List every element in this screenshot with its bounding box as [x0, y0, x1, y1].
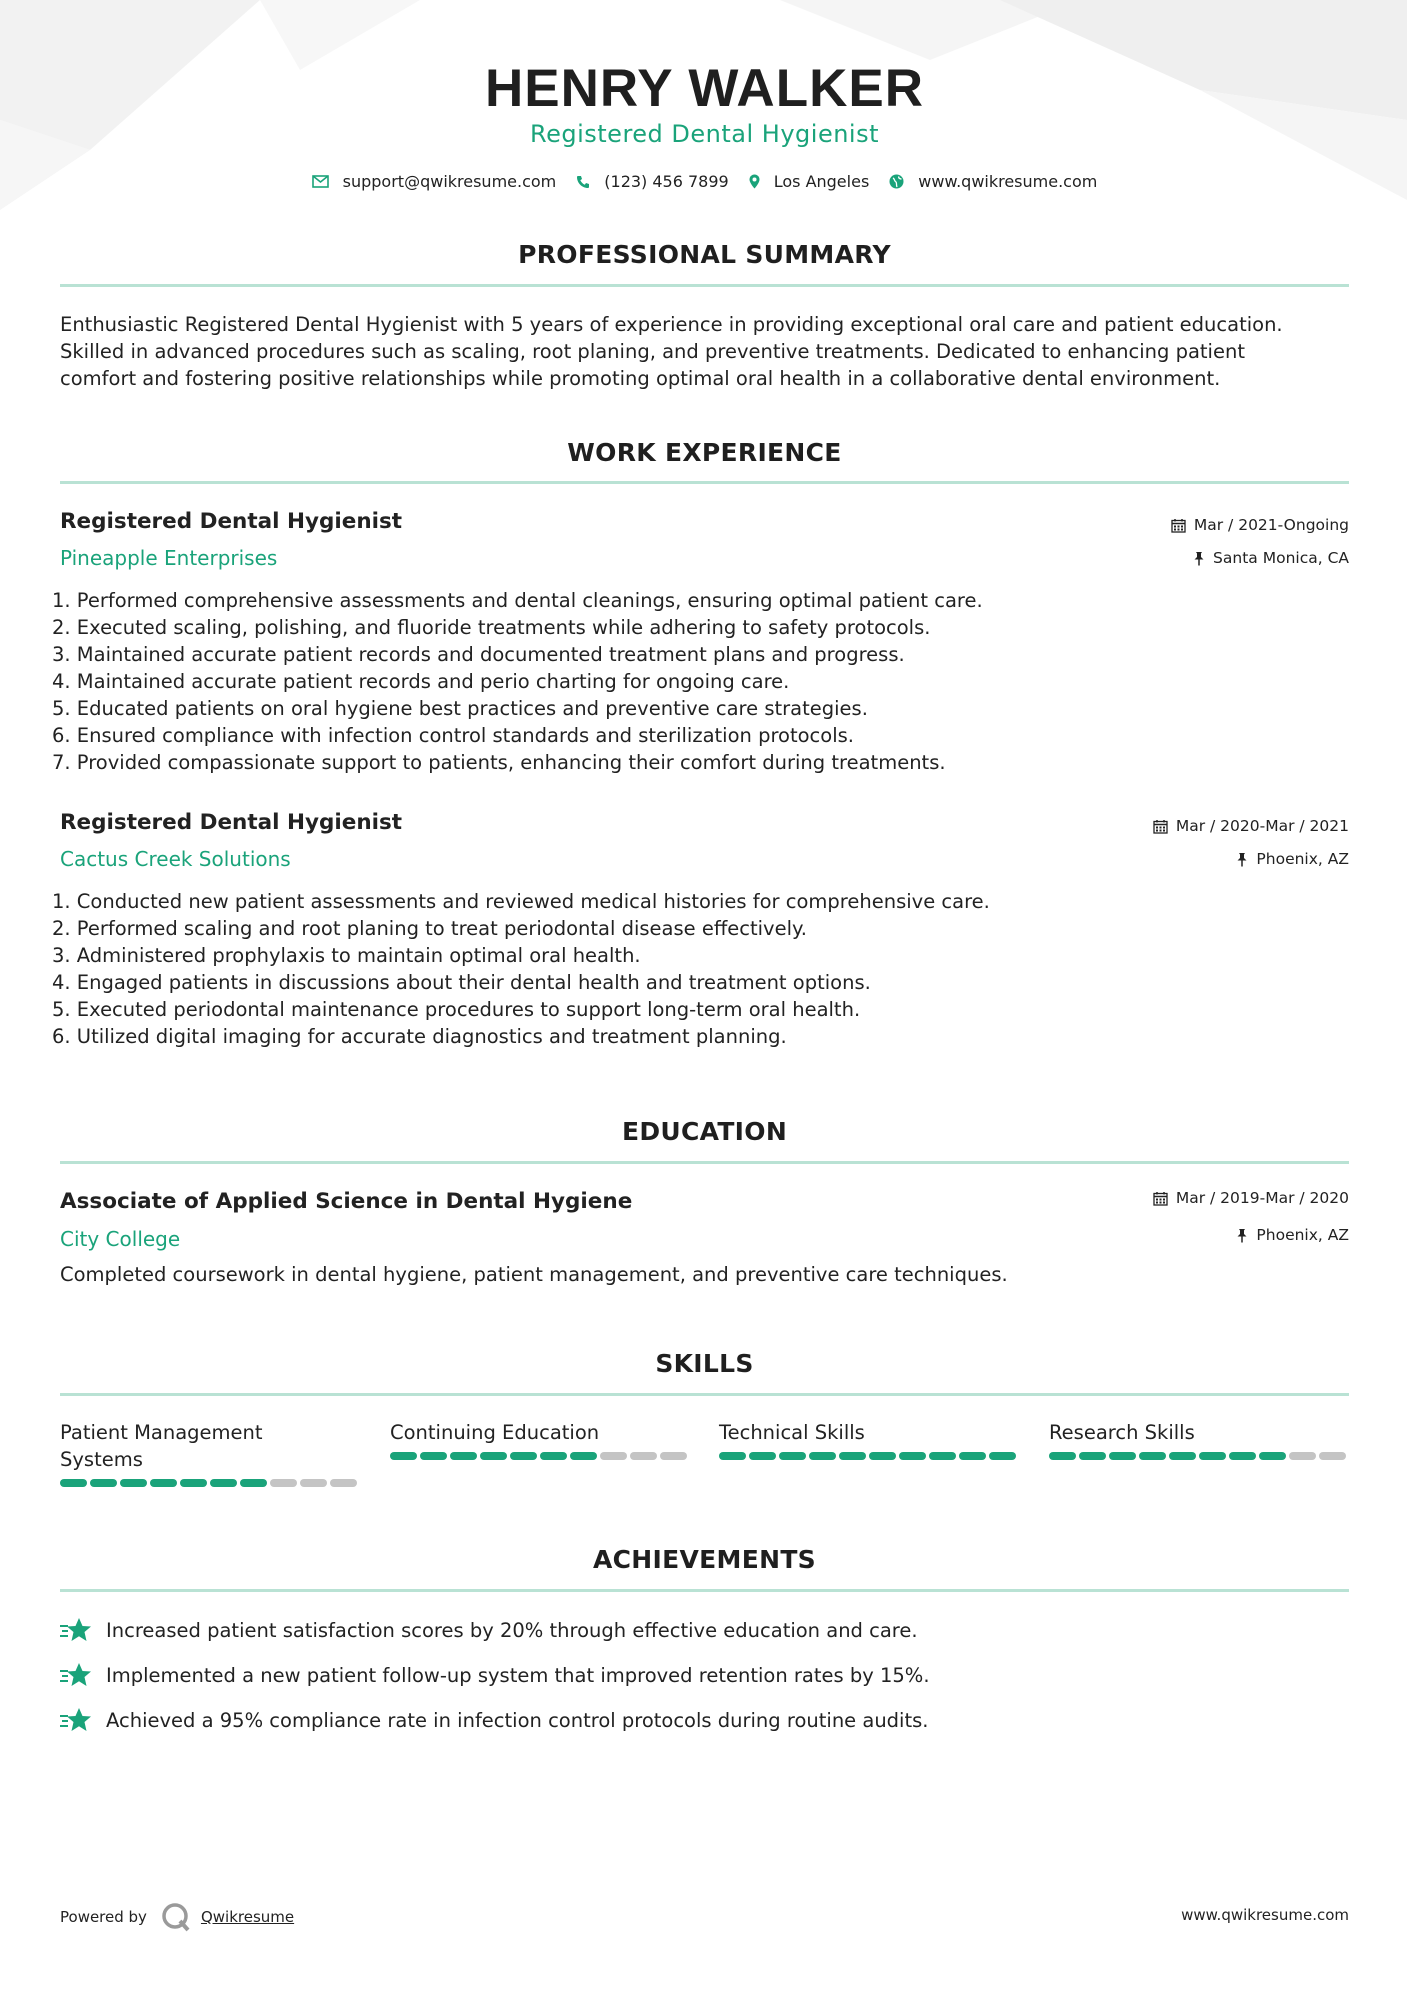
star-badge-icon: [60, 1662, 92, 1688]
skill-segment-filled: [809, 1452, 836, 1460]
job-bullet: 2. Executed scaling, polishing, and fluoride treatments while adhering to safety protocols.: [52, 616, 931, 639]
section-divider: [60, 481, 1349, 484]
education-location: [1236, 1226, 1349, 1244]
skill-segment-filled: [1229, 1452, 1256, 1460]
pushpin-icon: [1236, 852, 1248, 867]
section-divider: [60, 1161, 1349, 1164]
job-bullet: 1. Performed comprehensive assessments and dental cleanings, ensuring optimal patient care.: [52, 589, 983, 612]
skill-segment-filled: [90, 1479, 117, 1487]
contact-website-text: www.qwikresume.com: [918, 172, 1098, 191]
skill-segment-filled: [420, 1452, 447, 1460]
footer-powered-by: [60, 1902, 294, 1932]
contact-email[interactable]: [312, 172, 557, 191]
skill-segment-filled: [1259, 1452, 1286, 1460]
skill-segment-filled: [779, 1452, 806, 1460]
job-location: [1236, 850, 1349, 868]
calendar-icon: [1153, 1191, 1168, 1206]
skill-segment-filled: [1139, 1452, 1166, 1460]
summary-line: comfort and fostering positive relationships while promoting optimal oral health in a collaborative dental environment.: [60, 367, 1221, 390]
skill-segment-filled: [510, 1452, 537, 1460]
skill-segment-empty: [300, 1479, 327, 1487]
contact-phone[interactable]: [576, 172, 728, 191]
contact-location: [749, 172, 870, 191]
contact-website[interactable]: [889, 172, 1097, 191]
section-title-education: EDUCATION: [621, 1117, 788, 1146]
star-badge-icon: [60, 1617, 92, 1643]
qwikresume-logo-icon: [161, 1902, 191, 1932]
job-bullets: [52, 888, 1341, 1050]
job-bullet: 1. Conducted new patient assessments and reviewed medical histories for comprehensive care.: [52, 890, 990, 913]
summary-line: Enthusiastic Registered Dental Hygienist with 5 years of experience in providing exceptional oral care and patient education.: [60, 313, 1283, 336]
envelope-icon: [312, 175, 329, 188]
contact-bar: [60, 172, 1349, 191]
skill-label: Continuing Education: [390, 1421, 600, 1444]
skill-level-bar: [60, 1479, 360, 1487]
skill-segment-filled: [1199, 1452, 1226, 1460]
skill-label: Research Skills: [1049, 1421, 1195, 1444]
skill-segment-empty: [630, 1452, 657, 1460]
skill-segment-filled: [540, 1452, 567, 1460]
section-divider: [60, 1393, 1349, 1396]
skill-level-bar: [719, 1452, 1019, 1460]
section-divider: [60, 1589, 1349, 1592]
phone-icon: [576, 175, 590, 189]
skill-segment-filled: [120, 1479, 147, 1487]
job-bullet: 4. Maintained accurate patient records and perio charting for ongoing care.: [52, 670, 790, 693]
job-location-text: Santa Monica, CA: [1213, 549, 1349, 567]
skill-segment-empty: [1289, 1452, 1316, 1460]
education-dates: [1153, 1189, 1349, 1207]
job-company: Pineapple Enterprises: [60, 546, 278, 570]
job-title: Registered Dental Hygienist: [60, 810, 403, 835]
achievement-item: [60, 1707, 928, 1733]
skill-item: [719, 1419, 1019, 1460]
job-bullet: 4. Engaged patients in discussions about their dental health and treatment options.: [52, 971, 871, 994]
skill-item: [60, 1419, 360, 1487]
skill-segment-filled: [929, 1452, 956, 1460]
job-bullet: 3. Administered prophylaxis to maintain optimal oral health.: [52, 944, 641, 967]
section-divider: [60, 284, 1349, 287]
job-bullet: 6. Ensured compliance with infection control standards and sterilization protocols.: [52, 724, 854, 747]
summary-line: Skilled in advanced procedures such as scaling, root planing, and preventive treatments. Dedicated to enhancing patient: [60, 340, 1245, 363]
skill-segment-filled: [1109, 1452, 1136, 1460]
candidate-role: Registered Dental Hygienist: [530, 120, 879, 148]
candidate-name: HENRY WALKER: [485, 59, 924, 118]
job-dates: [1171, 516, 1349, 534]
job-dates-text: Mar / 2021-Ongoing: [1193, 516, 1349, 534]
pushpin-icon: [1236, 1228, 1248, 1243]
skill-segment-empty: [1319, 1452, 1346, 1460]
pushpin-icon: [1193, 551, 1205, 566]
job-bullet: 5. Educated patients on oral hygiene best practices and preventive care strategies.: [52, 697, 868, 720]
skill-segment-filled: [839, 1452, 866, 1460]
skill-segment-empty: [330, 1479, 357, 1487]
skill-segment-filled: [989, 1452, 1016, 1460]
job-title: Registered Dental Hygienist: [60, 509, 403, 534]
summary-text: [60, 311, 1349, 392]
skill-level-bar: [390, 1452, 690, 1460]
skill-item: [390, 1419, 690, 1460]
skill-label: Systems: [60, 1448, 143, 1471]
star-badge-icon: [60, 1707, 92, 1733]
skill-segment-filled: [869, 1452, 896, 1460]
footer-website[interactable]: www.qwikresume.com: [1181, 1906, 1349, 1924]
globe-icon: [889, 174, 904, 189]
job-dates-text: Mar / 2020-Mar / 2021: [1175, 817, 1349, 835]
skill-item: [1049, 1419, 1349, 1460]
skill-segment-empty: [600, 1452, 627, 1460]
achievement-text: Achieved a 95% compliance rate in infection control protocols during routine audits.: [106, 1708, 929, 1732]
skill-label: Patient Management: [60, 1421, 263, 1444]
skill-segment-filled: [60, 1479, 87, 1487]
contact-location-text: Los Angeles: [773, 172, 870, 191]
skill-segment-filled: [959, 1452, 986, 1460]
skill-segment-filled: [210, 1479, 237, 1487]
job-location-text: Phoenix, AZ: [1256, 850, 1349, 868]
achievement-text: Implemented a new patient follow-up system that improved retention rates by 15%.: [106, 1663, 930, 1687]
section-title-experience: WORK EXPERIENCE: [567, 438, 842, 467]
skill-level-bar: [1049, 1452, 1349, 1460]
achievement-item: [60, 1617, 918, 1643]
skill-segment-filled: [240, 1479, 267, 1487]
section-title-skills: SKILLS: [655, 1349, 754, 1378]
education-degree: Associate of Applied Science in Dental Hygiene: [60, 1189, 633, 1214]
job-bullet: 7. Provided compassionate support to patients, enhancing their comfort during treatments.: [52, 751, 946, 774]
job-bullet: 6. Utilized digital imaging for accurate diagnostics and treatment planning.: [52, 1025, 787, 1048]
skill-segment-filled: [150, 1479, 177, 1487]
skill-segment-filled: [480, 1452, 507, 1460]
education-location-text: Phoenix, AZ: [1256, 1226, 1349, 1244]
job-bullet: 5. Executed periodontal maintenance procedures to support long-term oral health.: [52, 998, 861, 1021]
skill-segment-filled: [450, 1452, 477, 1460]
contact-phone-text: (123) 456 7899: [604, 172, 729, 191]
skill-segment-filled: [180, 1479, 207, 1487]
skill-segment-filled: [749, 1452, 776, 1460]
section-title-achievements: ACHIEVEMENTS: [593, 1545, 816, 1574]
skill-segment-empty: [270, 1479, 297, 1487]
skill-segment-filled: [570, 1452, 597, 1460]
job-bullet: 2. Performed scaling and root planing to treat periodontal disease effectively.: [52, 917, 807, 940]
skill-segment-empty: [660, 1452, 687, 1460]
section-title-summary: PROFESSIONAL SUMMARY: [518, 240, 891, 269]
education-school: City College: [60, 1227, 181, 1251]
skill-label: Technical Skills: [719, 1421, 865, 1444]
job-location: [1193, 549, 1349, 567]
calendar-icon: [1171, 518, 1186, 533]
job-bullets: [52, 587, 1341, 776]
qwikresume-link[interactable]: Qwikresume: [200, 1908, 295, 1926]
contact-email-text: support@qwikresume.com: [342, 172, 557, 191]
achievement-item: [60, 1662, 930, 1688]
job-bullet: 3. Maintained accurate patient records and documented treatment plans and progress.: [52, 643, 905, 666]
job-dates: [1153, 817, 1349, 835]
calendar-icon: [1153, 819, 1168, 834]
achievement-text: Increased patient satisfaction scores by 20% through effective education and care.: [106, 1618, 918, 1642]
skill-segment-filled: [390, 1452, 417, 1460]
job-company: Cactus Creek Solutions: [60, 847, 291, 871]
education-dates-text: Mar / 2019-Mar / 2020: [1175, 1189, 1349, 1207]
skill-segment-filled: [1169, 1452, 1196, 1460]
map-pin-icon: [749, 174, 760, 189]
skill-segment-filled: [1079, 1452, 1106, 1460]
education-description: Completed coursework in dental hygiene, patient management, and preventive care techniques.: [60, 1263, 1008, 1286]
skill-segment-filled: [1049, 1452, 1076, 1460]
skill-segment-filled: [899, 1452, 926, 1460]
powered-by-label: Powered by: [60, 1908, 147, 1926]
skill-segment-filled: [719, 1452, 746, 1460]
